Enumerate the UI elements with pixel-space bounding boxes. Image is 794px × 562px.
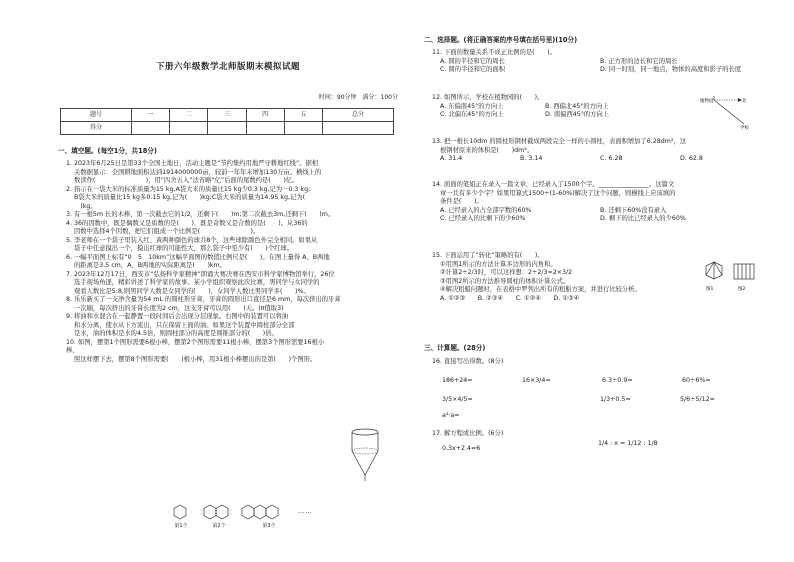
score-table-score-row <box>61 122 394 135</box>
quick-calc-row-2 <box>442 396 762 405</box>
option-a[interactable]: A. 东偏南45°的方向上 <box>440 102 504 110</box>
time-score-info: 时间：90分钟 满分：100分 <box>318 94 398 101</box>
option-c[interactable]: C. 北偏东45°的方向上 <box>440 111 504 118</box>
exam-title: 下册六年级数学北师版期末模拟试题 <box>155 62 300 72</box>
question-15-item: ④解决租船问题时，在表格中罗列出所有的租船方案，并进行比较分析。 <box>440 286 641 293</box>
question-7-line: 7. 2023年12月17日，西安市“弘扬科学家精神”朗诵大赛决赛在西安市科学家博物馆举行，26位 <box>66 270 335 278</box>
question-2-line: )kg。 <box>74 202 97 210</box>
score-table-empty-cell[interactable] <box>131 122 169 135</box>
score-table-cell: 二 <box>170 109 208 122</box>
question-14 <box>432 181 762 224</box>
score-table-cell: 题号 <box>61 109 132 122</box>
score-table-empty-cell[interactable] <box>246 122 284 135</box>
score-table-empty-cell[interactable] <box>170 122 208 135</box>
section2-heading: 二、选择题。(将正确答案的序号填在括号里)(10分) <box>424 36 578 44</box>
question-13 <box>432 138 762 164</box>
calc-item: 6.3÷0.9= <box>602 377 633 384</box>
figure-1-label: 图1 <box>706 287 714 292</box>
question-15-item: ①用图1所示的方法计算多边形的内角和。 <box>440 260 557 268</box>
question-1-line: 1. 2023年6月25日是第33个全国土地日，活动主题是“节约集约用地严守耕地红线”。据相 <box>66 160 319 167</box>
option-b[interactable]: B. 3.14 <box>520 155 543 162</box>
question-11 <box>432 49 762 75</box>
score-table-cell: 四 <box>246 109 284 122</box>
question-15-stem: 15. 下面运用了“转化”策略的有( )。 <box>432 252 544 259</box>
section1-questions <box>66 160 396 364</box>
calc-item: 1/3+0.5= <box>600 396 631 403</box>
figure-label-2: 第2个 <box>212 523 226 529</box>
calc-item: a²·a= <box>442 412 460 419</box>
question-15-item: ③用图2所示的方法推导圆柱的体积计算公式。 <box>440 277 570 285</box>
question-15-item: ②计算2÷2/3时，可以这样想：2÷2/3=2×3/2 <box>440 269 573 276</box>
question-16-stem: 16. 直接写出得数。(8分) <box>432 358 504 365</box>
score-table-cell: 得分 <box>61 122 132 135</box>
question-17-stem: 17. 解方程或比例。(6分) <box>432 430 504 437</box>
question-14-line: 章一共有多少个字？如果用算式1500÷(1-60%)解决了这个问题，则横线上应该填的 <box>440 189 676 197</box>
calc-item: 60÷6%= <box>682 377 711 384</box>
calc-item: 5/6÷5/12= <box>680 396 715 403</box>
question-7-line: 选手现场角逐，精彩讲述了科学家的故事。某小学组织观察此次比赛，男同学与女同学的 <box>74 279 320 286</box>
calc-item: 186+24= <box>442 377 473 384</box>
question-10-line: 10. 如图，摆第1个图形需要6根小棒，摆第2个图形需要11根小棒，摆第3个图形需要16根小棒， <box>66 338 325 354</box>
score-table <box>60 108 394 135</box>
score-table-cell: 总分 <box>323 109 394 122</box>
figure-label-1: 第1个 <box>174 523 188 529</box>
question-6-line: 的距离是3.5 cm，A、B两地的实际距离是( )km。 <box>74 262 226 269</box>
question-9-line: 和水分离，使水从下方流出，只在保留上面的油。如果这个装置中圆柱部分全部 <box>74 321 295 329</box>
score-table-empty-cell[interactable] <box>284 122 322 135</box>
question-10-line: 照这样摆下去，摆第8个图形需要( )根小棒，用31根小棒摆出的是第( )个图形。 <box>74 355 317 363</box>
question-5-line: 袋子中任意摸出一个，摸出红球的可能性大，那么袋子中至少有( )个红球。 <box>74 245 294 252</box>
score-table-cell: 五 <box>284 109 322 122</box>
figure-label-3: 第3个 <box>262 523 276 529</box>
question-9-line: 9. 将油和水混合在一起静置一段时间后会出现分层现象。右图中的装置可以将油 <box>66 313 289 320</box>
question-8-line: 8. 乐乐新买了一支净含量为54 mL 的圆柱形牙膏，牙膏的圆形出口直径是6 mm，每次挤出的牙膏 <box>66 296 341 303</box>
option-b[interactable]: B. 正方形的边长和它的周长 <box>600 57 678 65</box>
question-4-line: 4. 36的因数中，既是偶数又是质数的是( )，既是奇数又是合数的是( )。从36的 <box>66 219 308 227</box>
question-3: 3. 有一根5m 长的木棒，第一次截去它的1/2，还剩下( )m;第二次截去3m,还剩下( )m。 <box>66 211 335 218</box>
option-b[interactable]: B. 西偏北45°的方向上 <box>545 102 609 110</box>
question-2-line: 2. 指示在一袋大米的标准质量为15 kg,A袋大米的质量比15 kg少0.3 kg,记为－0.3 kg; <box>66 185 311 193</box>
score-table-header-row <box>61 109 394 122</box>
figure-ellipsis: …… <box>298 508 313 515</box>
polygon-and-cylinder-figures <box>700 258 760 298</box>
option-d[interactable]: D. 剩下的比已经录入的少60% <box>600 215 686 222</box>
question-5-line: 5. 李老师在一个袋子里装入红、黄两种颜色的球共8个，这些球除颜色外完全相同。如果从 <box>66 236 318 244</box>
question-13-line: 根钢材原来的体积是( )dm³。 <box>440 146 534 154</box>
option-c[interactable]: C. 6.28 <box>600 155 623 162</box>
question-12-stem: 12. 如图所示，学校在植物园的( )。 <box>432 94 544 101</box>
option-a[interactable]: A. 31.4 <box>440 155 463 162</box>
funnel-figure <box>345 427 385 483</box>
equation-2: 1/4 : x = 1/12 : 1/8 <box>598 440 658 447</box>
question-15-options[interactable]: A. ①②③ B. ②③④ C. ①②④ D. ①③④ <box>440 294 580 302</box>
question-13-line: 13. 把一根长10dm 的圆柱形钢材截成两段完全一样的小圆柱，表面积增加了6.28dm²，这 <box>432 138 687 145</box>
question-8-line: 一次刷，每次挤出的牙膏长度为2 cm，这支牙膏可以用( )天。(π值取3) <box>74 304 284 312</box>
option-d[interactable]: D. 同一时刻，同一地点，物体的高度和影子的长度 <box>600 66 742 73</box>
question-7-line: 观看人数比是5:8,则男同学人数是女同学的( )，女同学人数比男同学多( )%。 <box>74 287 310 295</box>
option-c[interactable]: C. 圆的半径和它的面积 <box>440 66 506 73</box>
figure-label-school: 学校 <box>740 126 749 130</box>
option-d[interactable]: D. 南偏西45°的方向上 <box>545 111 610 118</box>
figure-2-label: 图2 <box>738 287 746 292</box>
option-d[interactable]: D. 62.8 <box>680 155 703 162</box>
question-14-line: 条件是( )。 <box>440 198 483 205</box>
score-table-empty-cell[interactable] <box>208 122 246 135</box>
figure-label-north: 北 <box>742 99 747 104</box>
option-b[interactable]: B. 还剩下60%没有录入 <box>600 206 667 214</box>
equation-1: 0.3x+2.4=6 <box>442 445 481 452</box>
option-c[interactable]: C. 已经录入的比剩下的少60% <box>440 215 526 222</box>
question-11-stem: 11. 下面的数量关系不成正比例的是( )。 <box>432 49 556 56</box>
direction-figure <box>700 96 756 130</box>
section3-heading: 三、计算题。(28分) <box>424 344 486 352</box>
section1-heading: 一、填空题。(每空1分，共18分) <box>58 147 157 155</box>
question-9-line: 是水，油的体积是水的4.5倍，则圆柱部分的高度是圆锥部分的( )倍。 <box>74 330 278 337</box>
question-14-line: 14. 面面的笔姐正在录入一篇文章，已经录入了1500个字。________________。这篇文 <box>432 181 675 188</box>
figure-label-garden: 植物园 <box>700 99 714 104</box>
question-1-line: 数读作( )，用“四舍五入”法省略“亿”后面的尾数约是( )亿。 <box>74 177 299 184</box>
quick-calc-row-1 <box>442 377 762 386</box>
option-a[interactable]: A. 圆的半径和它的周长 <box>440 57 505 65</box>
question-6-line: 6. 一幅平面图上标有“0 5 10km”这幅平面图的数值比例尺是( )。在图上量得 A、B两地 <box>66 253 330 261</box>
question-1-line: 关数据显示：全国耕地面积达到1914000000亩，较前一年年末增加130万亩。横线上的 <box>74 168 322 176</box>
calc-item: 16×3/4= <box>522 377 551 384</box>
calc-item: 3/5×4/5= <box>442 396 473 403</box>
score-table-cell: 三 <box>208 109 246 122</box>
option-a[interactable]: A. 已经录入的占全部字数的60% <box>440 206 532 214</box>
score-table-cell: 一 <box>131 109 169 122</box>
question-4-line: 因数中选择4个因数，把它们组成一个比例是( )。 <box>74 228 260 235</box>
question-2-line: B袋大米的质量比15 kg多0.15 kg,记为( )kg;C袋大米的质量为14.95 kg,记为( <box>74 194 306 201</box>
score-table-empty-cell[interactable] <box>323 122 394 135</box>
